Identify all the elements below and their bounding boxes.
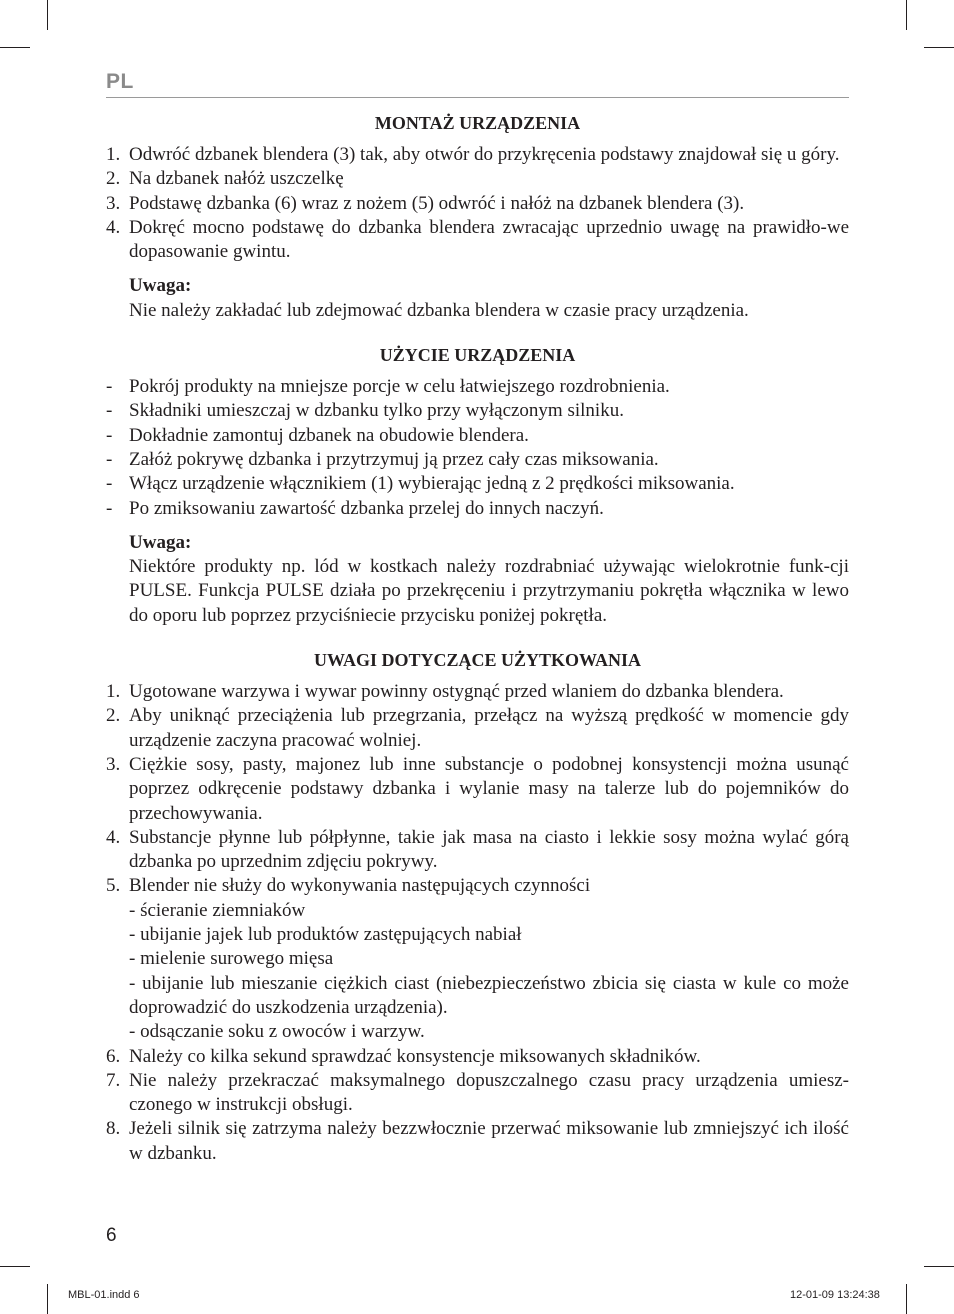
list-item xyxy=(106,680,849,704)
list-marker: - xyxy=(106,473,113,495)
crop-mark xyxy=(47,1284,48,1314)
crop-mark xyxy=(906,0,907,30)
item-list xyxy=(106,680,849,1166)
note-block xyxy=(106,274,849,323)
section xyxy=(106,343,849,628)
list-marker: 2. xyxy=(106,168,121,190)
list-item-text: Nie należy przekraczać maksymalnego dopuszczalnego czasu pracy urządzenia umiesz-czonego w instrukcji obsługi. xyxy=(129,1069,849,1116)
list-item-text: Dokładnie zamontuj dzbanek na obudowie blendera. xyxy=(129,424,529,446)
list-item xyxy=(106,1117,849,1166)
list-item-text: Podstawę dzbanka (6) wraz z nożem (5) odwróć i nałóż na dzbanek blendera (3). xyxy=(129,192,745,214)
list-marker: 3. xyxy=(106,753,121,775)
crop-mark xyxy=(924,1266,954,1267)
note-text: Niektóre produkty np. lód w kostkach należy rozdrabniać używając wielokrotnie funk-cji PULSE. Funkcja PULSE działa po przekręceniu i przytrzymaniu pokrętła włącznika w lewo do oporu lub poprzez przyciśniecie przycisku poniżej pokrętła. xyxy=(129,556,849,626)
list-item xyxy=(106,497,849,521)
note-block xyxy=(106,531,849,628)
list-item-text: Składniki umieszczaj w dzbanku tylko przy wyłączonym silniku. xyxy=(129,400,624,422)
list-item xyxy=(106,826,849,875)
crop-mark xyxy=(47,0,48,30)
language-label: PL xyxy=(106,70,134,93)
list-item-text: Po zmiksowaniu zawartość dzbanka przelej do innych naczyń. xyxy=(129,497,604,519)
list-marker: 7. xyxy=(106,1069,121,1091)
list-marker: 5. xyxy=(106,875,121,897)
footer-file: MBL-01.indd 6 xyxy=(68,1289,140,1301)
crop-mark xyxy=(906,1284,907,1314)
sub-item-text: - ścieranie ziemniaków xyxy=(129,899,306,921)
crop-mark xyxy=(0,47,30,48)
list-marker: - xyxy=(106,448,113,470)
list-item-text: Należy co kilka sekund sprawdzać konsystencje miksowanych składników. xyxy=(129,1045,701,1067)
list-item-text: Załóż pokrywę dzbanka i przytrzymuj ją przez cały czas miksowania. xyxy=(129,448,659,470)
list-item-text: Włącz urządzenie włącznikiem (1) wybierając jedną z 2 prędkości miksowania. xyxy=(129,473,735,495)
section xyxy=(106,648,849,1166)
list-marker: 4. xyxy=(106,826,121,848)
section-heading: MONTAŻ URZĄDZENIA xyxy=(374,113,581,133)
list-item xyxy=(106,874,849,1044)
list-item-text: Ugotowane warzywa i wywar powinny ostygnąć przed wlaniem do dzbanka blendera. xyxy=(129,681,784,703)
list-marker: - xyxy=(106,400,113,422)
list-marker: - xyxy=(106,497,113,519)
list-item xyxy=(106,1069,849,1118)
list-marker: - xyxy=(106,376,113,398)
list-item xyxy=(106,216,849,265)
sub-item-text: - ubijanie jajek lub produktów zastępujących nabiał xyxy=(129,924,522,946)
list-marker: 8. xyxy=(106,1118,121,1140)
header-rule xyxy=(106,97,849,98)
item-list xyxy=(106,375,849,521)
list-item xyxy=(106,143,849,167)
list-marker: 3. xyxy=(106,192,121,214)
list-marker: 2. xyxy=(106,705,121,727)
section-heading: UWAGI DOTYCZĄCE UŻYTKOWANIA xyxy=(313,650,642,671)
list-item xyxy=(106,167,849,191)
list-item-text: Aby uniknąć przeciążenia lub przegrzania, przełącz na wyższą prędkość w momencie gdy urządzenie zaczyna pracować wolniej. xyxy=(129,705,849,751)
list-marker: 4. xyxy=(106,216,121,238)
list-marker: - xyxy=(106,424,113,446)
list-item-text: Na dzbanek nałóż uszczelkę xyxy=(129,168,344,190)
sub-item-text: - odsączanie soku z owoców i warzyw. xyxy=(129,1021,425,1043)
list-item-text: Blender nie służy do wykonywania następujących czynności xyxy=(129,875,591,897)
section xyxy=(106,111,849,323)
crop-mark xyxy=(0,1266,30,1267)
list-item xyxy=(106,424,849,448)
list-item xyxy=(106,753,849,826)
list-item xyxy=(106,375,849,399)
list-item-text: Ciężkie sosy, pasty, majonez lub inne substancje o podobnej konsystencji można usunąć poprzez odkręcenie podstawy dzbanka i wylanie masy na talerze lub do pojemników do przechowywania. xyxy=(129,753,849,824)
note-title: Uwaga: xyxy=(129,275,192,297)
list-item-text: Dokręć mocno podstawę do dzbanka blendera zwracając uprzednio uwagę na prawidło-we dopasowanie gwintu. xyxy=(129,216,849,263)
section-heading: UŻYCIE URZĄDZENIA xyxy=(379,345,576,366)
list-item xyxy=(106,704,849,753)
crop-mark xyxy=(924,47,954,48)
list-item-text: Substancje płynne lub półpłynne, takie jak masa na ciasto i lekkie sosy można wylać górą dzbanka po uprzednim zdjęciu pokrywy. xyxy=(129,826,849,873)
list-item-text: Odwróć dzbanek blendera (3) tak, aby otwór do przykręcenia podstawy znajdował się u góry. xyxy=(129,144,840,165)
list-marker: 1. xyxy=(106,144,121,165)
list-item-text: Pokrój produkty na mniejsze porcje w celu łatwiejszego rozdrobnienia. xyxy=(129,376,670,398)
list-marker: 1. xyxy=(106,681,121,703)
page-number: 6 xyxy=(106,1225,117,1246)
list-item xyxy=(106,1045,849,1069)
list-item xyxy=(106,472,849,496)
list-marker: 6. xyxy=(106,1045,121,1067)
sub-item-text: - mielenie surowego mięsa xyxy=(129,948,334,970)
item-list xyxy=(106,143,849,264)
list-item xyxy=(106,448,849,472)
note-title: Uwaga: xyxy=(129,531,192,553)
sub-item-text: - ubijanie lub mieszanie ciężkich ciast (niebezpieczeństwo zbicia się ciasta w kule co może doprowadzić do uszkodzenia urządzenia). xyxy=(129,972,849,1018)
document-body xyxy=(106,111,849,1166)
note-text: Nie należy zakładać lub zdejmować dzbanka blendera w czasie pracy urządzenia. xyxy=(129,299,749,321)
footer-datetime: 12-01-09 13:24:38 xyxy=(790,1289,880,1301)
list-item xyxy=(106,192,849,216)
list-item-text: Jeżeli silnik się zatrzyma należy bezzwłocznie przerwać miksowanie lub zmniejszyć ich ilość w dzbanku. xyxy=(129,1118,849,1164)
list-item xyxy=(106,399,849,423)
